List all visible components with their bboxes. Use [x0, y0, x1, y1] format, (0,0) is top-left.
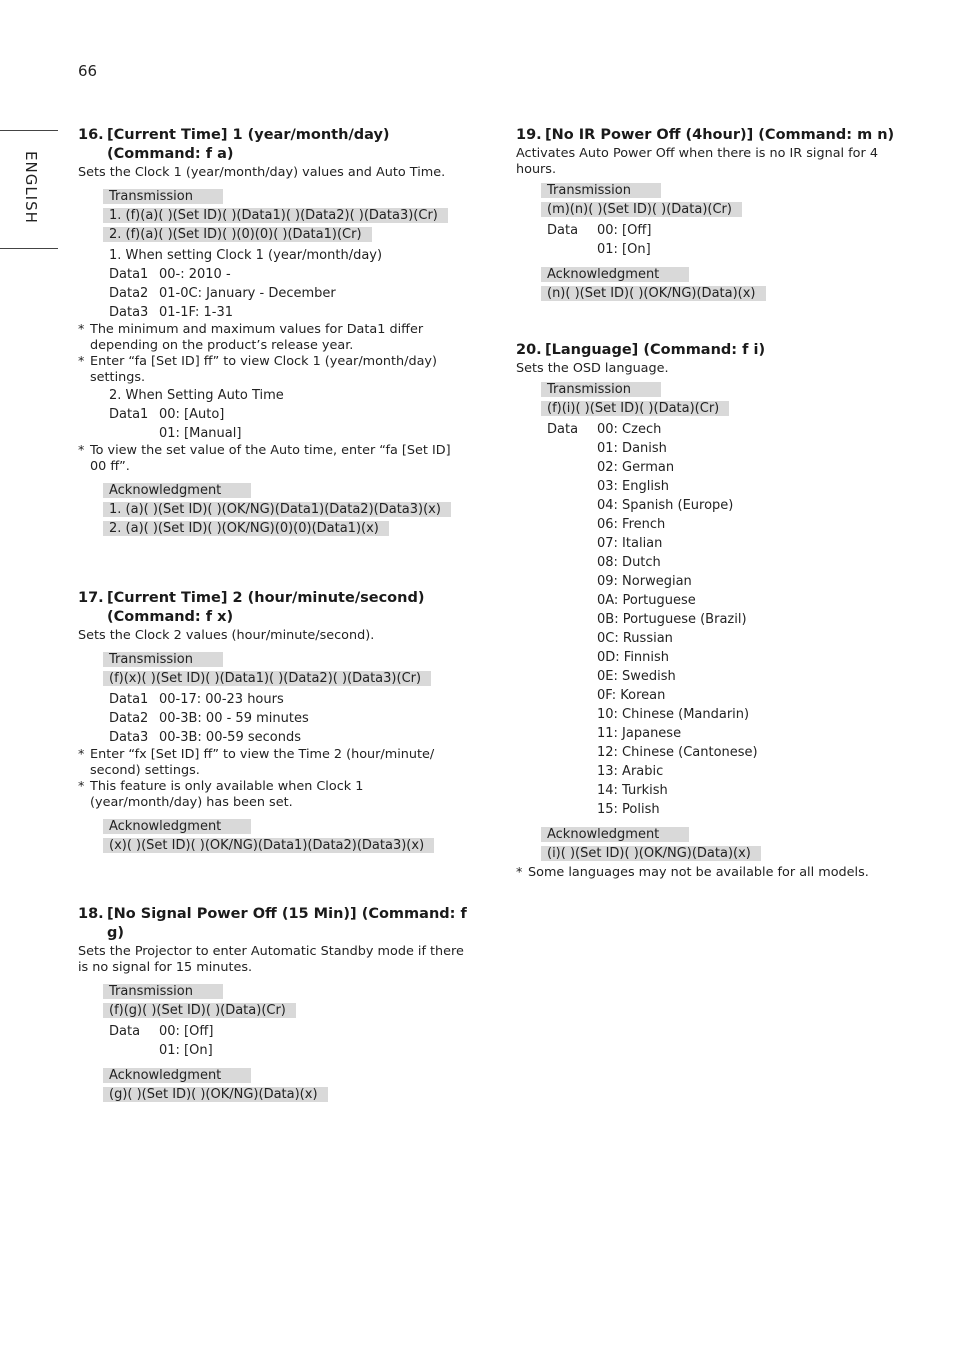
- data-key: Data2: [109, 286, 149, 301]
- note: [78, 779, 470, 811]
- language-value: 07: Italian: [597, 536, 663, 551]
- transmission-code: (f)(x)( )(Set ID)( )(Data1)( )(Data2)( )(Data3)(Cr): [103, 671, 431, 686]
- language-value: 0D: Finnish: [597, 650, 670, 665]
- page-number: 66: [78, 62, 98, 80]
- section-16: [78, 126, 470, 536]
- data-value: 01-1F: 1-31: [159, 305, 233, 320]
- section-18-number: 18.: [78, 906, 104, 922]
- language-value: 09: Norwegian: [597, 574, 692, 589]
- note-text: Enter “fa [Set ID] ff” to view Clock 1 (year/month/day) settings.: [90, 354, 438, 385]
- language-value: 03: English: [597, 479, 669, 494]
- language-value: 0A: Portuguese: [597, 593, 696, 608]
- language-value: 14: Turkish: [597, 783, 668, 798]
- acknowledgment-label: Acknowledgment: [541, 267, 689, 282]
- section-20-description: Sets the OSD language.: [516, 361, 669, 376]
- data-value: 00: [Off]: [159, 1024, 214, 1039]
- language-value: 00: Czech: [597, 422, 662, 437]
- section-17-description: Sets the Clock 2 values (hour/minute/second).: [78, 628, 375, 643]
- language-tab-label: ENGLISH: [22, 151, 40, 224]
- section-19-title: [No IR Power Off (4hour)] (Command: m n): [545, 127, 895, 143]
- data-key: Data: [109, 1024, 141, 1039]
- section-20: [516, 341, 916, 881]
- language-value: 15: Polish: [597, 802, 660, 817]
- section-19-heading: [516, 126, 916, 145]
- section-17: [78, 589, 470, 853]
- asterisk: *: [78, 354, 85, 369]
- note-text: Some languages may not be available for all models.: [528, 865, 869, 880]
- language-value: 04: Spanish (Europe): [597, 498, 734, 513]
- transmission-label: Transmission: [103, 189, 223, 204]
- section-18-description: Sets the Projector to enter Automatic Standby mode if there is no signal for 15 minutes.: [78, 944, 464, 975]
- section-17-heading: [78, 589, 470, 627]
- section-17-number: 17.: [78, 590, 104, 606]
- asterisk: *: [516, 865, 523, 880]
- asterisk: *: [78, 779, 85, 794]
- data-value: 01: [Manual]: [159, 426, 242, 441]
- transmission-label: Transmission: [103, 652, 223, 667]
- section-18-title: [No Signal Power Off (15 Min)] (Command: f g): [107, 906, 467, 941]
- data-key: Data: [547, 223, 579, 238]
- note: [78, 354, 470, 386]
- note: [78, 322, 470, 354]
- data-value: 00-17: 00-23 hours: [159, 692, 284, 707]
- data-key: Data3: [109, 305, 149, 320]
- note-text: Enter “fx [Set ID] ff” to view the Time 2 (hour/minute/ second) settings.: [90, 747, 435, 778]
- section-18-heading: [78, 905, 470, 943]
- section-19: [516, 126, 916, 301]
- data-value: 01-0C: January - December: [159, 286, 336, 301]
- section-20-heading: [516, 341, 916, 360]
- data-key: Data1: [109, 267, 149, 282]
- note: [516, 865, 916, 881]
- language-value: 01: Danish: [597, 441, 667, 456]
- section-20-title: [Language] (Command: f i): [545, 342, 766, 358]
- section-16-heading: [78, 126, 470, 164]
- language-value: 0B: Portuguese (Brazil): [597, 612, 747, 627]
- transmission-code: (f)(g)( )(Set ID)( )(Data)(Cr): [103, 1003, 296, 1018]
- data-value: 00-: 2010 -: [159, 267, 231, 282]
- section-16-title: [Current Time] 1 (year/month/day) (Command: f a): [107, 127, 390, 162]
- data-value: 00-3B: 00 - 59 minutes: [159, 711, 309, 726]
- data-value: 00: [Off]: [597, 223, 652, 238]
- transmission-code: (m)(n)( )(Set ID)( )(Data)(Cr): [541, 202, 742, 217]
- transmission-label: Transmission: [541, 382, 661, 397]
- data-key: Data2: [109, 711, 149, 726]
- acknowledgment-code: (g)( )(Set ID)( )(OK/NG)(Data)(x): [103, 1087, 328, 1102]
- language-value: 0C: Russian: [597, 631, 673, 646]
- acknowledgment-label: Acknowledgment: [103, 1068, 251, 1083]
- note-text: This feature is only available when Clock 1 (year/month/day) has been set.: [90, 779, 364, 810]
- acknowledgment-code-1: 1. (a)( )(Set ID)( )(OK/NG)(Data1)(Data2)(Data3)(x): [103, 502, 451, 517]
- language-value: 02: German: [597, 460, 675, 475]
- language-value: 10: Chinese (Mandarin): [597, 707, 750, 722]
- asterisk: *: [78, 443, 85, 458]
- section-16-number: 16.: [78, 127, 104, 143]
- acknowledgment-code: (x)( )(Set ID)( )(OK/NG)(Data1)(Data2)(Data3)(x): [103, 838, 434, 853]
- note: [78, 747, 470, 779]
- note-text: To view the set value of the Auto time, enter “fa [Set ID] 00 ff”.: [90, 443, 451, 474]
- acknowledgment-code: (i)( )(Set ID)( )(OK/NG)(Data)(x): [541, 846, 761, 861]
- language-value: 08: Dutch: [597, 555, 661, 570]
- section-20-number: 20.: [516, 342, 542, 358]
- language-value: 13: Arabic: [597, 764, 664, 779]
- acknowledgment-code: (n)( )(Set ID)( )(OK/NG)(Data)(x): [541, 286, 766, 301]
- data-value: 00-3B: 00-59 seconds: [159, 730, 301, 745]
- transmission-code-1: 1. (f)(a)( )(Set ID)( )(Data1)( )(Data2)( )(Data3)(Cr): [103, 208, 448, 223]
- transmission-code-2: 2. (f)(a)( )(Set ID)( )(0)(0)( )(Data1)(Cr): [103, 227, 372, 242]
- data-value: 01: [On]: [159, 1043, 213, 1058]
- language-value: 11: Japanese: [597, 726, 682, 741]
- language-value: 12: Chinese (Cantonese): [597, 745, 758, 760]
- data-key: Data1: [109, 407, 149, 422]
- language-value: 0F: Korean: [597, 688, 666, 703]
- language-tab: [0, 130, 58, 249]
- data-key: Data3: [109, 730, 149, 745]
- note: [78, 443, 470, 475]
- subheading: 1. When setting Clock 1 (year/month/day): [109, 248, 383, 263]
- transmission-label: Transmission: [541, 183, 661, 198]
- transmission-label: Transmission: [103, 984, 223, 999]
- acknowledgment-label: Acknowledgment: [103, 483, 251, 498]
- language-value: 0E: Swedish: [597, 669, 676, 684]
- transmission-code: (f)(i)( )(Set ID)( )(Data)(Cr): [541, 401, 729, 416]
- language-value: 06: French: [597, 517, 666, 532]
- data-value: 00: [Auto]: [159, 407, 225, 422]
- data-value: 01: [On]: [597, 242, 651, 257]
- acknowledgment-label: Acknowledgment: [103, 819, 251, 834]
- section-19-number: 19.: [516, 127, 542, 143]
- acknowledgment-code-2: 2. (a)( )(Set ID)( )(OK/NG)(0)(0)(Data1)(x): [103, 521, 389, 536]
- acknowledgment-label: Acknowledgment: [541, 827, 689, 842]
- asterisk: *: [78, 747, 85, 762]
- asterisk: *: [78, 322, 85, 337]
- section-17-title: [Current Time] 2 (hour/minute/second) (Command: f x): [107, 590, 425, 625]
- section-18: [78, 905, 470, 1102]
- data-key: Data: [547, 422, 579, 437]
- data-key: Data1: [109, 692, 149, 707]
- note-text: The minimum and maximum values for Data1 differ depending on the product’s release year.: [90, 322, 424, 353]
- subheading: 2. When Setting Auto Time: [109, 388, 284, 403]
- section-19-description: Activates Auto Power Off when there is no IR signal for 4 hours.: [516, 146, 878, 177]
- section-16-description: Sets the Clock 1 (year/month/day) values and Auto Time.: [78, 165, 446, 180]
